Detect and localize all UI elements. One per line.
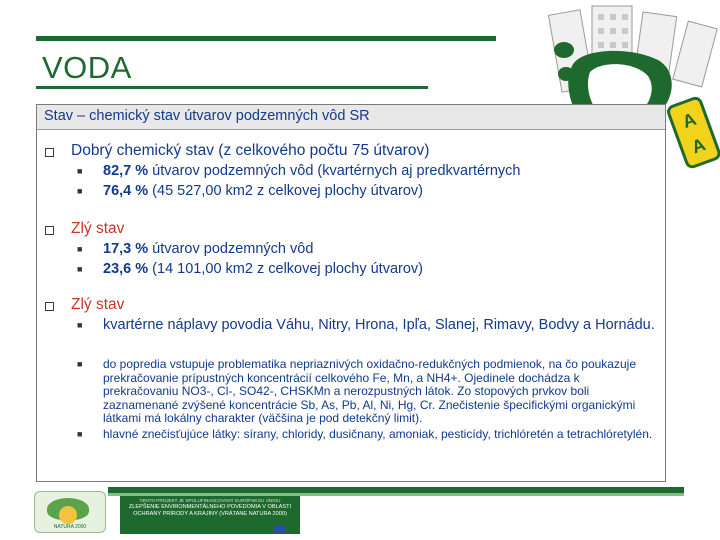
item-percent: 17,3 %: [103, 241, 149, 257]
natura-logo: [34, 491, 106, 533]
item-text: útvarov podzemných vôd (kvartérnych aj predkvartérnych: [148, 163, 521, 179]
square-bullet-icon: ■: [77, 244, 83, 254]
item-text: útvarov podzemných vôd: [148, 241, 314, 257]
checkbox-bullet-icon: [45, 302, 54, 311]
item-text: (14 101,00 km2 z celkovej plochy útvarov): [148, 261, 423, 277]
square-bullet-icon: ■: [77, 186, 83, 196]
section-heading: [71, 220, 124, 238]
svg-text:A: A: [679, 108, 699, 132]
item-text: (45 527,00 km2 z celkovej plochy útvarov): [148, 183, 423, 199]
square-bullet-icon: ■: [77, 359, 83, 369]
item-text: hlavné znečisťujúce látky: sírany, chloridy, dusičnany, amoniak, pesticídy, trichlóretén a tetrachlóretylén.: [103, 427, 653, 441]
title-underline: [36, 86, 428, 89]
eu-flag-icon: [274, 525, 286, 533]
item-text: do popredia vstupuje problematika nepriaznivých oxidačno-redukčných podmienok, na čo poukazuje prekračovanie prípustných koncentrácií celkového Fe, Mn, a NH4+. Ojedinele dochádza k prekračovaniu NO3-, Cl-, SO42-, CHSKMn a nerozpustných látok. Zo stopových prvkov boli zaznamenané zvýšené koncentrácie Sb, As, Pb, Al, Ni, Hg, Cr. Znečistenie špecifickými organickými látkami má lokálny charakter (väčšina je pod detekčný limit).: [103, 357, 636, 425]
project-box: [120, 496, 300, 534]
section-note: (z celkového počtu 75 útvarov): [218, 142, 430, 159]
project-text: ZLEPŠENIE ENVIRONMENTÁLNEHO POVEDOMIA V OBLASTI OCHRANY PRÍRODY A KRAJINY (VRÁTANE NATURA 2000): [128, 504, 292, 517]
top-rule: [36, 36, 496, 41]
item-text: kvartérne náplavy povodia Váhu, Nitry, Hrona, Ipľa, Slanej, Rimavy, Bodvy a Hornádu.: [103, 317, 655, 333]
page-title: VODA: [42, 50, 132, 85]
item-percent: 82,7 %: [103, 163, 149, 179]
square-bullet-icon: ■: [77, 429, 83, 439]
section-title: Zlý stav: [71, 296, 125, 313]
checkbox-bullet-icon: [45, 226, 54, 235]
item-percent: 76,4 %: [103, 183, 149, 199]
item-percent: 23,6 %: [103, 261, 149, 277]
section-heading: [71, 296, 124, 314]
footer-banner: [34, 487, 684, 534]
square-bullet-icon: ■: [77, 264, 83, 274]
svg-text:A: A: [689, 134, 709, 158]
checkbox-bullet-icon: [45, 148, 54, 157]
section-title: Dobrý chemický stav: [71, 142, 214, 159]
square-bullet-icon: ■: [77, 166, 83, 176]
square-bullet-icon: ■: [77, 320, 83, 330]
section-title: Zlý stav: [71, 220, 125, 237]
panel-content: [37, 130, 665, 481]
panel-heading: Stav – chemický stav útvarov podzemných vôd SR: [37, 105, 665, 130]
content-panel: [36, 104, 666, 482]
section-heading: [71, 142, 429, 160]
project-top-text: TENTO PROJEKT JE SPOLUFINANCOVANÝ EURÓPSKOU ÚNIOU: [139, 498, 281, 503]
natura-label: NATURA 2000: [53, 524, 87, 530]
